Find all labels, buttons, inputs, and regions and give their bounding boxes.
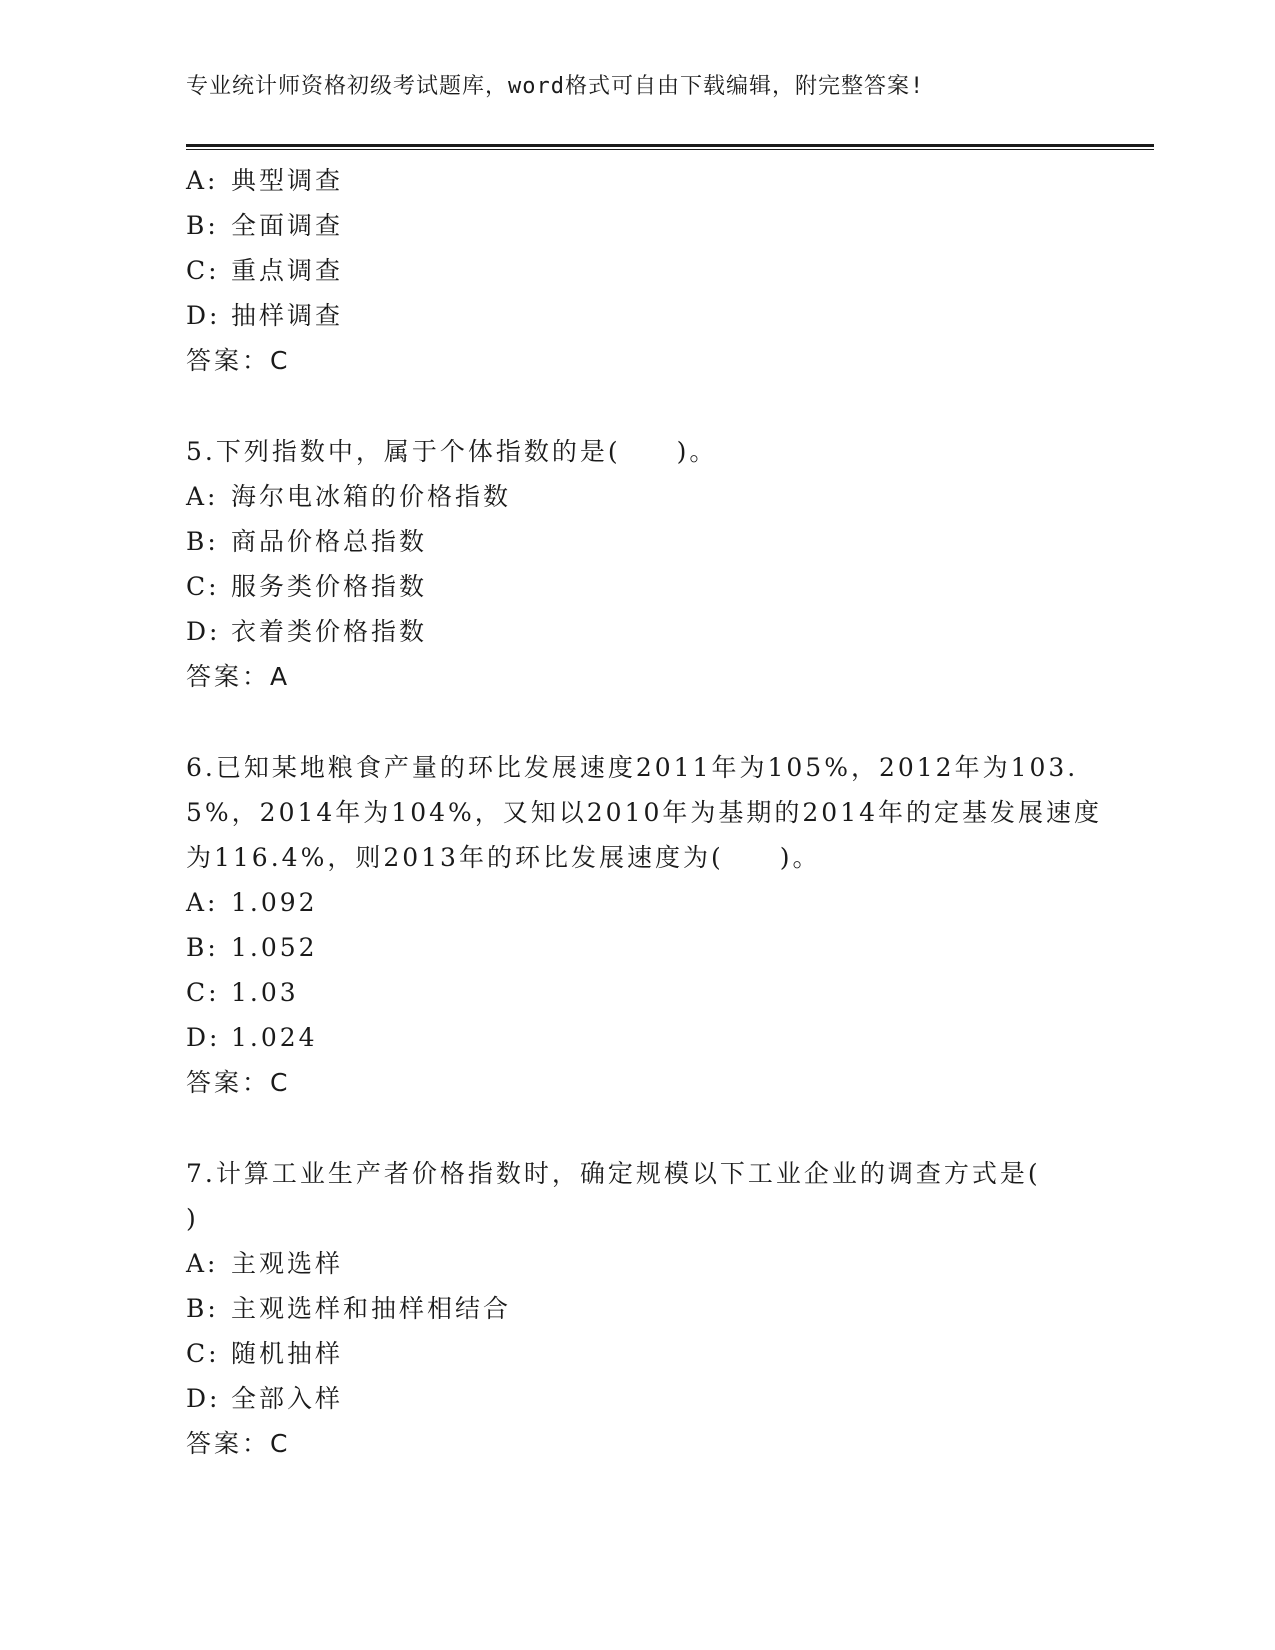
option-letter: D: — [186, 1384, 221, 1413]
header-divider-thick — [186, 144, 1154, 147]
option-c — [186, 564, 1116, 609]
option-letter: D: — [186, 617, 221, 646]
option-text: 主观选样和抽样相结合 — [231, 1294, 512, 1323]
option-d — [186, 293, 1116, 338]
option-text: 1.024 — [231, 1023, 318, 1052]
answer-line: 答案：C — [186, 1429, 291, 1458]
question-text: 5.下列指数中，属于个体指数的是( )。 — [186, 437, 718, 466]
answer-line: 答案：A — [186, 662, 291, 691]
option-letter: C: — [186, 572, 220, 601]
option-a — [186, 474, 1116, 519]
option-d — [186, 1015, 1116, 1060]
option-text: 衣着类价格指数 — [231, 617, 428, 646]
option-text: 1.03 — [231, 978, 299, 1007]
question-text-line-1: 7.计算工业生产者价格指数时，确定规模以下工业企业的调查方式是( — [186, 1159, 1041, 1188]
option-b — [186, 519, 1116, 564]
option-c — [186, 1331, 1116, 1376]
option-text: 重点调查 — [231, 256, 344, 285]
option-b — [186, 925, 1116, 970]
option-text: 全面调查 — [231, 211, 344, 240]
option-b — [186, 203, 1116, 248]
question-text-line-2: ) — [186, 1204, 199, 1233]
option-letter: D: — [186, 1023, 221, 1052]
option-text: 1.052 — [231, 933, 318, 962]
option-text: 全部入样 — [231, 1384, 344, 1413]
option-c — [186, 248, 1116, 293]
question-7 — [186, 1151, 1116, 1466]
option-text: 主观选样 — [231, 1249, 344, 1278]
question-text-line-1: 6.已知某地粮食产量的环比发展速度2011年为105%，2012年为103. — [186, 753, 1079, 782]
document-body — [186, 158, 1116, 1466]
option-text: 随机抽样 — [231, 1339, 344, 1368]
option-letter: A: — [186, 888, 219, 917]
option-letter: A: — [186, 482, 219, 511]
option-a — [186, 158, 1116, 203]
option-letter: A: — [186, 166, 219, 195]
option-text: 商品价格总指数 — [231, 527, 428, 556]
option-letter: B: — [186, 1294, 219, 1323]
option-letter: C: — [186, 978, 220, 1007]
option-c — [186, 970, 1116, 1015]
option-text: 1.092 — [231, 888, 318, 917]
option-d — [186, 1376, 1116, 1421]
question-4 — [186, 158, 1116, 383]
option-a — [186, 1241, 1116, 1286]
answer-line: 答案：C — [186, 1068, 291, 1097]
option-letter: B: — [186, 933, 219, 962]
option-text: 抽样调查 — [231, 301, 344, 330]
option-a — [186, 880, 1116, 925]
option-letter: D: — [186, 301, 221, 330]
option-b — [186, 1286, 1116, 1331]
option-letter: B: — [186, 211, 219, 240]
option-text: 海尔电冰箱的价格指数 — [231, 482, 512, 511]
question-text-line-2: 5%，2014年为104%，又知以2010年为基期的2014年的定基发展速度 — [186, 798, 1103, 827]
option-text: 服务类价格指数 — [231, 572, 428, 601]
header-divider-thin — [186, 149, 1154, 150]
question-5 — [186, 429, 1116, 699]
question-6 — [186, 745, 1116, 1105]
option-letter: A: — [186, 1249, 219, 1278]
option-d — [186, 609, 1116, 654]
option-letter: C: — [186, 256, 220, 285]
answer-line: 答案：C — [186, 346, 291, 375]
option-letter: B: — [186, 527, 219, 556]
option-letter: C: — [186, 1339, 220, 1368]
option-text: 典型调查 — [231, 166, 344, 195]
question-text-line-3: 为116.4%，则2013年的环比发展速度为( )。 — [186, 843, 821, 872]
page-header: 专业统计师资格初级考试题库，word格式可自由下载编辑，附完整答案! — [186, 74, 925, 99]
